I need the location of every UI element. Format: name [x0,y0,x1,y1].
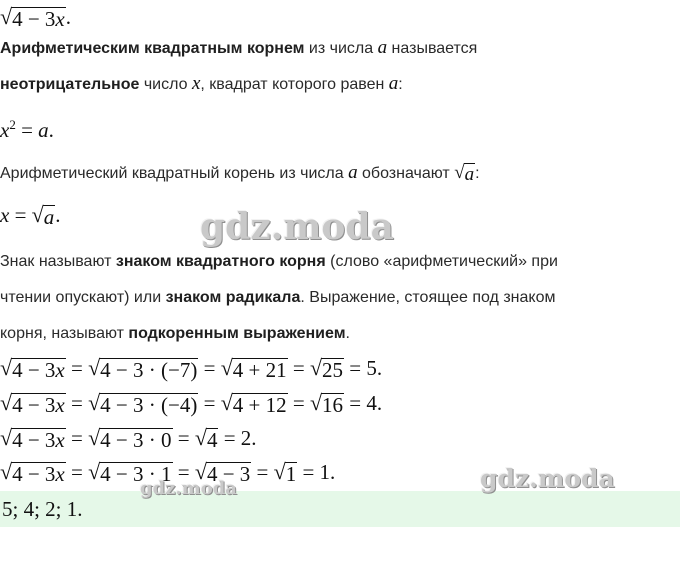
watermark: gdz.moda [140,478,237,499]
formula-root: x = √ a . [0,202,61,229]
notation-line: Арифметический квадратный корень из числа a обозначают √ a : [0,162,480,185]
calculation-row: √ 4 − 3x = √ 4 − 3 · (−4) = √ 4 + 12 = √ 16 = 4. [0,390,383,417]
radical: √ a [454,162,475,185]
definition-line-1: Арифметическим квадратным корнем из числа a называется [0,37,478,58]
top-expression: √ 4 − 3x . [0,4,71,31]
radical: √ 4 − 3x [0,4,65,31]
radical: √ a [31,202,55,229]
calculation-row: √ 4 − 3x = √ 4 − 3 · (−7) = √ 4 + 21 = √ 25 = 5. [0,355,383,382]
answer-text: 5; 4; 2; 1. [2,497,83,521]
radical-sign-line-2: чтении опускают) или знаком радикала. Выражение, стоящее под знаком [0,289,556,306]
watermark: gdz.moda [200,206,394,248]
radical-sign-line-3: корня, называют подкоренным выражением. [0,325,350,342]
calculation-row: √ 4 − 3x = √ 4 − 3 · 0 = √ 4 = 2. [0,425,257,452]
radical-sign-line-1: Знак называют знаком квадратного корня (слово «арифметический» при [0,253,558,270]
formula-square: $x^2 = a$. [0,117,54,142]
calculation-row: √ 4 − 3x = √ 4 − 3 · 1 = √ 4 − 3 = √ 1 = 1. [0,459,336,486]
definition-line-2: неотрицательное число x, квадрат которого равен a: [0,73,403,94]
watermark: gdz.moda [480,464,615,493]
